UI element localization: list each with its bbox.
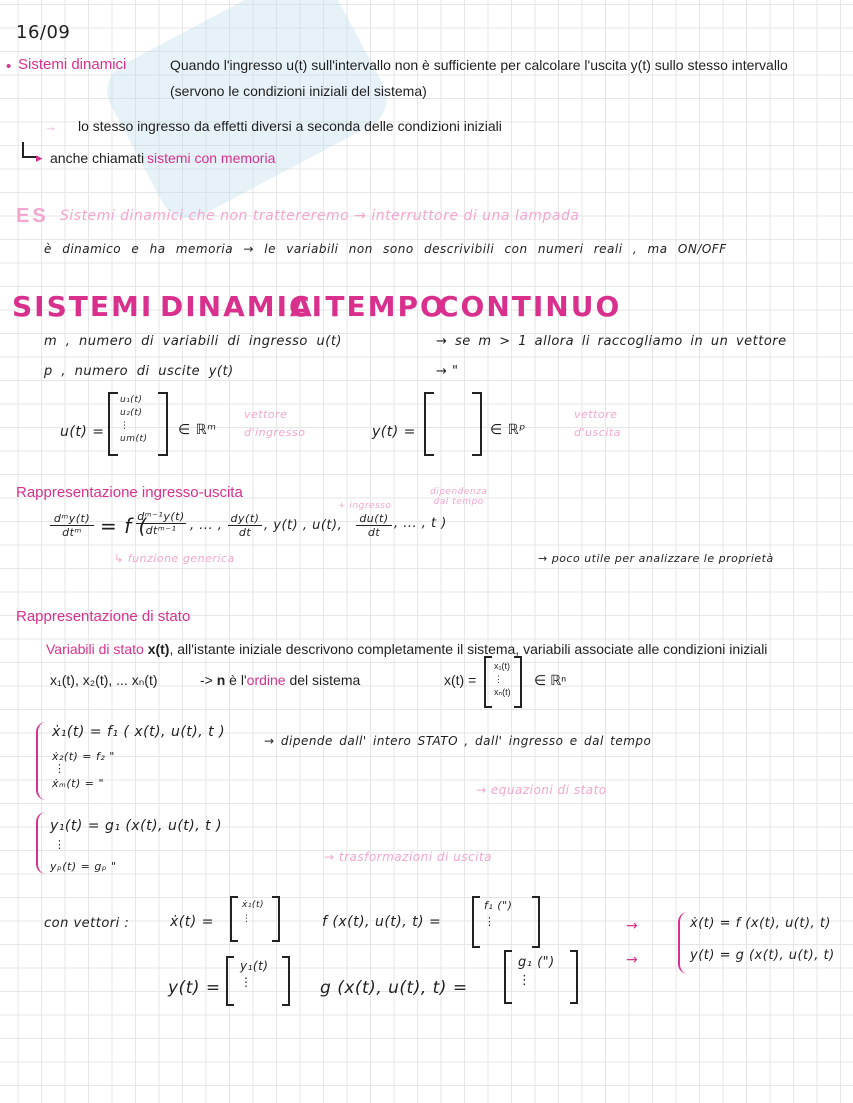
frac-den: dt	[367, 526, 381, 539]
vectors-prefix: con vettori :	[44, 916, 130, 931]
y-lhs: y(t) =	[372, 424, 416, 440]
es-label: ES	[16, 205, 49, 227]
definition-line2: (servono le condizioni iniziali del sistema)	[170, 83, 427, 99]
io-dots1: , ... ,	[190, 518, 223, 533]
f-entry-2: ⋮	[484, 915, 496, 928]
g-lhs: g (x(t), u(t), t) =	[320, 978, 468, 998]
eq-label: → equazioni di stato	[476, 783, 607, 797]
g-entries	[518, 954, 555, 990]
order-n: n	[216, 672, 226, 688]
eq-note: → dipende dall' intero STATO , dall' ingresso e dal tempo	[264, 734, 652, 748]
yvec-entry-1: y₁(t)	[240, 959, 269, 973]
io-frac-3	[356, 512, 392, 539]
bracket-left	[424, 392, 434, 456]
y-space: ∈ ℝᵖ	[490, 422, 526, 438]
arrow-icon: →	[44, 119, 57, 134]
title-word3: A TEMPO	[290, 290, 446, 323]
state-desc-rest: , all'istante iniziale descrivono completamente il sistema, variabili associate alle condizioni iniziali	[169, 641, 768, 657]
eq2: ẋ₂(t) = f₂ "	[52, 750, 115, 763]
es-line2: è dinamico e ha memoria → le variabili non sono descrivibili con numeri reali , ma ON/OFF	[44, 242, 727, 256]
m-line: m , numero di variabili di ingresso u(t)	[44, 334, 342, 349]
u-entry-4: um(t)	[120, 434, 148, 444]
frac-den: dtᵐ⁻¹	[145, 524, 177, 537]
p-note: → "	[436, 364, 459, 379]
title-word1: SISTEMI	[12, 290, 154, 323]
bracket-left	[226, 956, 234, 1006]
f-lhs: f (x(t), u(t), t) =	[322, 914, 442, 930]
brace	[36, 812, 46, 874]
state-vars-list: x₁(t), x₂(t), ... xₙ(t)	[50, 672, 158, 688]
bracket-right	[472, 392, 482, 456]
p-line: p , numero di uscite y(t)	[44, 364, 234, 379]
section-title-sistemi-dinamici: Sistemi dinamici	[18, 56, 127, 73]
arrow-icon: →	[626, 918, 639, 934]
yvec-entry-2: ⋮	[240, 975, 253, 989]
out3: yₚ(t) = gₚ "	[50, 860, 117, 873]
bracket-right	[272, 896, 280, 942]
out2: ⋮	[54, 838, 66, 851]
eq1: ẋ₁(t) = f₁ ( x(t), u(t), t )	[52, 724, 226, 740]
io-frac-2	[228, 512, 262, 539]
brace	[678, 912, 688, 974]
f-entry-1: f₁ (")	[484, 899, 513, 912]
note1: lo stesso ingresso da effetti diversi a seconda delle condizioni iniziali	[78, 118, 502, 134]
note2-highlight: sistemi con memoria	[147, 150, 276, 166]
order-mid: è l'	[225, 672, 247, 688]
u-entry-2: u₂(t)	[120, 408, 143, 418]
x-entry-2: ⋮	[494, 674, 503, 684]
f-entries	[484, 898, 512, 930]
title-word2: DINAMICI	[160, 290, 325, 323]
y-label: vettore d'uscita	[574, 408, 621, 439]
g-entry-1: g₁ (")	[518, 955, 555, 970]
state-heading: Rappresentazione di stato	[16, 608, 191, 625]
brace	[36, 722, 46, 800]
bracket-right	[532, 896, 540, 948]
io-frac-1	[136, 510, 186, 537]
eq4: ẋₘ(t) = "	[52, 777, 105, 790]
frac-num: dᵐy(t)	[50, 512, 94, 526]
io-ann-generic: ↳ funzione generica	[114, 552, 235, 565]
io-heading: Rappresentazione ingresso-uscita	[16, 484, 243, 501]
state-desc-bold: x(t)	[147, 641, 170, 657]
title-word4: CONTINUO	[438, 290, 622, 323]
io-ann-time: dipendenza dal tempo	[430, 487, 488, 507]
io-eq: = f (	[100, 514, 147, 538]
u-lhs: u(t) =	[60, 424, 105, 440]
bracket-right	[158, 392, 168, 456]
order-word: ordine	[246, 672, 286, 688]
out-label: → trasformazioni di uscita	[324, 850, 492, 864]
xdot-entry-1: ẋ₁(t)	[242, 900, 264, 910]
u-entries	[120, 394, 148, 446]
xdot-entries	[242, 898, 264, 926]
definition-line1: Quando l'ingresso u(t) sull'intervallo non è sufficiente per calcolare l'uscita y(t) sullo stesso intervallo	[170, 57, 788, 73]
y-vec-lhs: y(t) =	[168, 978, 221, 998]
bracket-left	[230, 896, 238, 942]
m-note: → se m > 1 allora li raccogliamo in un vettore	[436, 334, 787, 349]
bracket-right	[514, 656, 522, 708]
bracket-right	[570, 950, 578, 1004]
state-order	[200, 672, 360, 688]
arrow-icon: →	[626, 952, 639, 968]
system-eq1: ẋ(t) = f (x(t), u(t), t)	[690, 916, 831, 931]
xdot-lhs: ẋ(t) =	[170, 914, 214, 930]
state-desc-prefix: Variabili di stato	[46, 641, 144, 657]
state-desc	[46, 641, 767, 657]
bracket-left	[472, 896, 480, 948]
frac-num: dy(t)	[228, 512, 262, 526]
io-note: → poco utile per analizzare le proprietà	[538, 552, 774, 565]
arrow-tip-icon: ▸	[36, 150, 43, 165]
u-label: vettore d'ingresso	[244, 408, 306, 439]
order-end: del sistema	[285, 672, 361, 688]
io-ann-input: + ingresso	[338, 501, 392, 511]
xdot-entry-2: ⋮	[242, 914, 252, 924]
io-end: , ... , t )	[394, 516, 447, 531]
x-lhs: x(t) =	[444, 672, 477, 688]
out1: y₁(t) = g₁ (x(t), u(t), t )	[50, 818, 223, 834]
u-space: ∈ ℝᵐ	[178, 422, 217, 438]
io-frac-lhs	[50, 512, 94, 539]
io-mid: , y(t) , u(t),	[264, 518, 343, 533]
x-entry-1: x₁(t)	[494, 661, 511, 671]
bracket-left	[484, 656, 492, 708]
page-date: 16/09	[16, 22, 71, 43]
x-entry-3: xₙ(t)	[494, 687, 511, 697]
note2-prefix: anche chiamati	[50, 150, 145, 166]
g-entry-2: ⋮	[518, 973, 532, 988]
es-text: Sistemi dinamici che non trattereremo → interruttore di una lampada	[60, 208, 580, 224]
frac-num: du(t)	[356, 512, 392, 526]
frac-den: dt	[238, 526, 252, 539]
bracket-left	[504, 950, 512, 1004]
x-entries	[494, 660, 511, 699]
eq3: ⋮	[54, 762, 66, 775]
yvec-entries	[240, 958, 268, 990]
system-eq2: y(t) = g (x(t), u(t), t)	[690, 948, 835, 963]
u-entry-1: u₁(t)	[120, 395, 143, 405]
order-arrow: ->	[200, 672, 217, 688]
frac-den: dtᵐ	[62, 526, 82, 539]
watermark-logo	[97, 0, 398, 229]
bullet-dot: •	[6, 58, 12, 75]
bracket-left	[108, 392, 118, 456]
frac-num: dᵐ⁻¹y(t)	[137, 510, 185, 523]
u-entry-3: ⋮	[120, 421, 130, 431]
bracket-right	[282, 956, 290, 1006]
x-space: ∈ ℝⁿ	[534, 672, 567, 688]
